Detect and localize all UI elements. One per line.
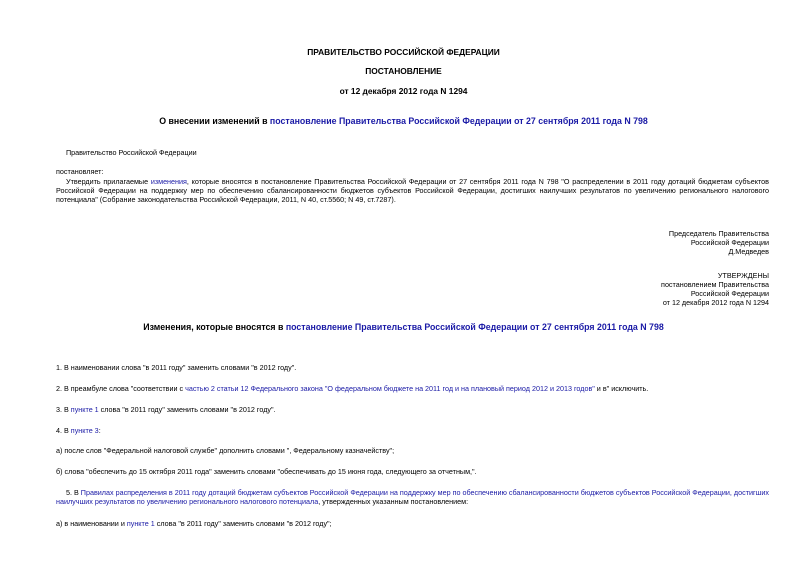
item-4-text-start: 4. В xyxy=(56,426,71,435)
approved-by: постановлением Правительства xyxy=(661,280,769,289)
item-3 xyxy=(56,405,276,414)
approved-block xyxy=(661,271,769,307)
item-2-text-end: и в" исключить. xyxy=(594,384,649,393)
document-date-number: от 12 декабря 2012 года N 1294 xyxy=(339,86,468,96)
changes-title-link[interactable]: постановление Правительства Российской Федерации от 27 сентября 2011 года N 798 xyxy=(285,322,664,332)
approved-heading: УТВЕРЖДЕНЫ xyxy=(717,271,769,280)
title-prefix: О внесении изменений в xyxy=(159,116,270,126)
item-5a-text-start: а) в наименовании и xyxy=(56,519,127,528)
government-name: ПРАВИТЕЛЬСТВО РОССИЙСКОЙ ФЕДЕРАЦИИ xyxy=(307,47,500,57)
item-5-text-start: 5. В xyxy=(66,488,81,497)
item-4a: а) после слов "Федеральной налоговой службе" дополнить словами ", Федеральному казначейству"; xyxy=(56,446,395,455)
approved-date: от 12 декабря 2012 года N 1294 xyxy=(662,298,769,307)
signature-organization: Российской Федерации xyxy=(690,238,769,247)
item-1: 1. В наименовании слова "в 2011 году" заменить словами "в 2012 году". xyxy=(56,363,297,372)
item-4b: б) слова "обеспечить до 15 октября 2011 года" заменить словами "обеспечивать до 15 июня года, следующего за отчетным,". xyxy=(56,467,477,476)
rules-link[interactable]: Правилах распределения в 2011 году дотаций бюджетам субъектов Российской Федерации на поддержку мер по обеспечению сбалансированности бюджетов субъектов Российской Федерации, достигших наилучших результатов по увеличению регионального налогового потенциала xyxy=(56,488,769,506)
item-3-text-end: слова "в 2011 году" заменить словами "в 2012 году". xyxy=(98,405,276,414)
preamble-government: Правительство Российской Федерации xyxy=(66,148,197,157)
item-4 xyxy=(56,426,101,435)
item-3-text-start: 3. В xyxy=(56,405,71,414)
document-type: ПОСТАНОВЛЕНИЕ xyxy=(365,66,442,76)
changes-link[interactable]: изменения xyxy=(150,177,187,186)
item-2-text-start: 2. В преамбуле слова "соответствии с xyxy=(56,384,186,393)
item-4-text-end: : xyxy=(98,426,101,435)
approve-text-end: (Собрание законодательства Российской Федерации, 2011, N 40, ст.5560; N 49, ст.7287). xyxy=(97,195,396,204)
document-title xyxy=(0,116,807,127)
changes-title xyxy=(0,322,807,333)
signature-position: Председатель Правительства xyxy=(668,229,769,238)
item-5 xyxy=(56,488,769,506)
approve-paragraph xyxy=(56,177,769,204)
item-2 xyxy=(56,384,648,393)
approve-text-middle: , которые вносятся в постановление Правительства Российской Федерации от 27 сентября 2011 года N 798 "О распределении в 2011 году дотаций бюджетам субъектов Российской Федерации на поддержку мер по обеспечению сбалансированности бюджетов субъектов Российской Федерации, достигших наилучших результатов по увеличению регионального налогового потенциала" xyxy=(56,177,769,204)
item-3-link[interactable]: пункте 1 xyxy=(70,405,99,414)
preamble-decides: постановляет: xyxy=(56,167,104,176)
item-5a-link[interactable]: пункте 1 xyxy=(126,519,155,528)
item-5a xyxy=(56,519,332,528)
item-5-text-end: , утвержденных указанным постановлением: xyxy=(318,497,469,506)
signature-name: Д.Медведев xyxy=(728,247,769,256)
item-5a-text-end: слова "в 2011 году" заменить словами "в 2012 году"; xyxy=(154,519,332,528)
approved-organization: Российской Федерации xyxy=(690,289,769,298)
signature-block xyxy=(669,229,769,256)
federal-law-link[interactable]: частью 2 статьи 12 Федерального закона "О федеральном бюджете на 2011 год и на плановый период 2012 и 2013 годов" xyxy=(185,384,595,393)
title-link[interactable]: постановление Правительства Российской Федерации от 27 сентября 2011 года N 798 xyxy=(269,116,648,126)
approve-text-start: Утвердить прилагаемые xyxy=(66,177,151,186)
changes-title-prefix: Изменения, которые вносятся в xyxy=(143,322,286,332)
item-4-link[interactable]: пункте 3 xyxy=(70,426,99,435)
